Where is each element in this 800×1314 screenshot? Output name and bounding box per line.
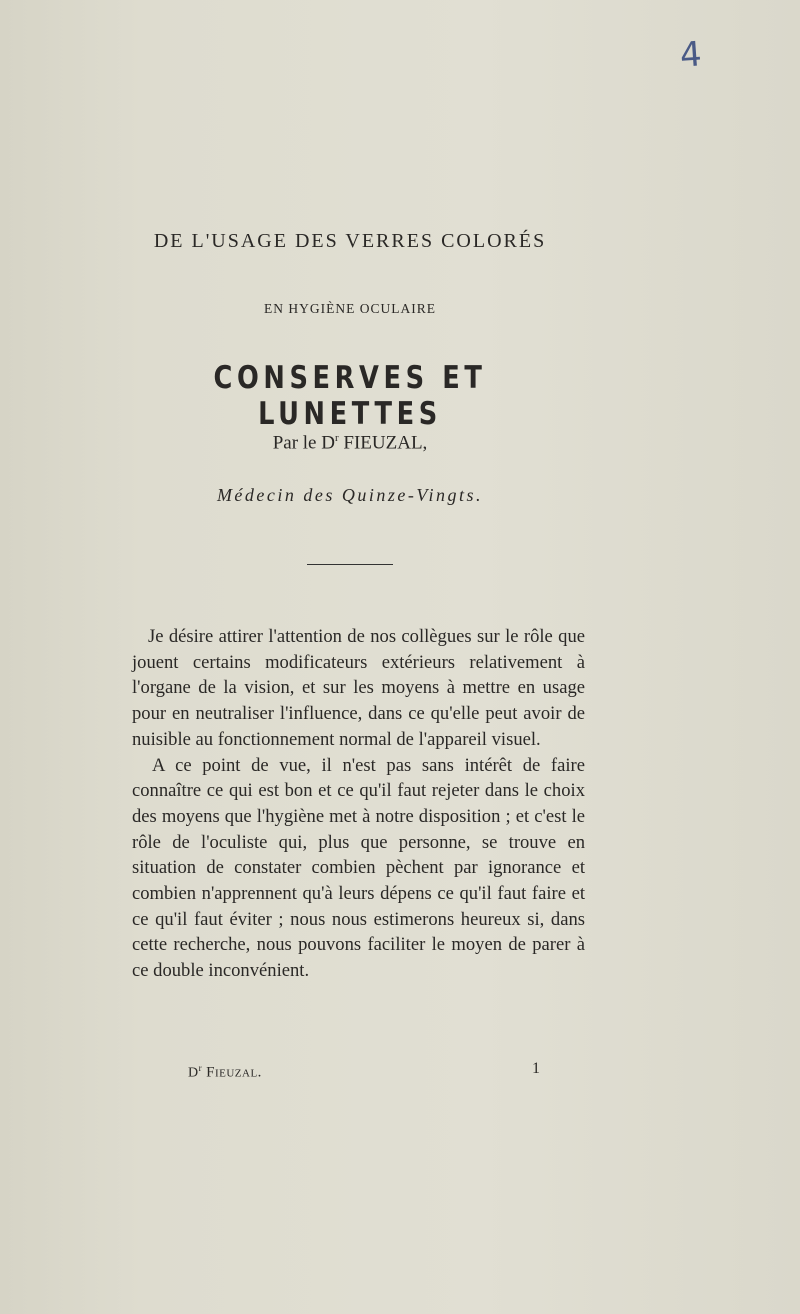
author-affiliation: Médecin des Quinze-Vingts. — [216, 485, 484, 505]
body-text — [132, 624, 585, 984]
title-large: CONSERVES ET LUNETTES — [213, 360, 487, 432]
footer-author-prefix: D — [188, 1065, 199, 1081]
title-subtitle: EN HYGIÈNE OCULAIRE — [264, 301, 436, 316]
byline — [120, 432, 580, 454]
page-number: 1 — [532, 1060, 540, 1077]
footer-author-name: Fieuzal. — [206, 1064, 262, 1081]
paragraph-2: A ce point de vue, il n'est pas sans intérêt de faire connaître ce qui est bon et ce qu'il faut rejeter dans le choix des moyens que l'hygiène met à notre disposition ; et c'est le rôle de l'oculiste qui, plus que personne, se trouve en situation de constater combien pèchent par ignorance et combien n'apprennent qu'à leurs dépens ce qu'il faut faire et ce qu'il faut éviter ; nous nous estimerons heureux si, dans cette recherche, nous pouvons faciliter le moyen de parer à ce double inconvénient. — [132, 754, 585, 982]
byline-sup: r — [334, 432, 339, 444]
byline-author-name: FIEUZAL, — [343, 432, 428, 454]
handwritten-page-mark: 4 — [678, 34, 704, 76]
title-main: DE L'USAGE DES VERRES COLORÉS — [153, 230, 547, 252]
byline-prefix: Par le D — [272, 432, 335, 454]
section-divider — [307, 564, 393, 565]
footer-author-sup: r — [198, 1063, 203, 1073]
paragraph-1: Je désire attirer l'attention de nos collègues sur le rôle que jouent certains modificateurs extérieurs relativement à l'organe de la vision, et sur les moyens à mettre en usage pour en neutraliser l'influence, dans ce qu'elle peut avoir de nuisible au fonctionnement normal de l'appareil visuel. — [132, 626, 585, 750]
footer-author — [188, 1063, 262, 1082]
